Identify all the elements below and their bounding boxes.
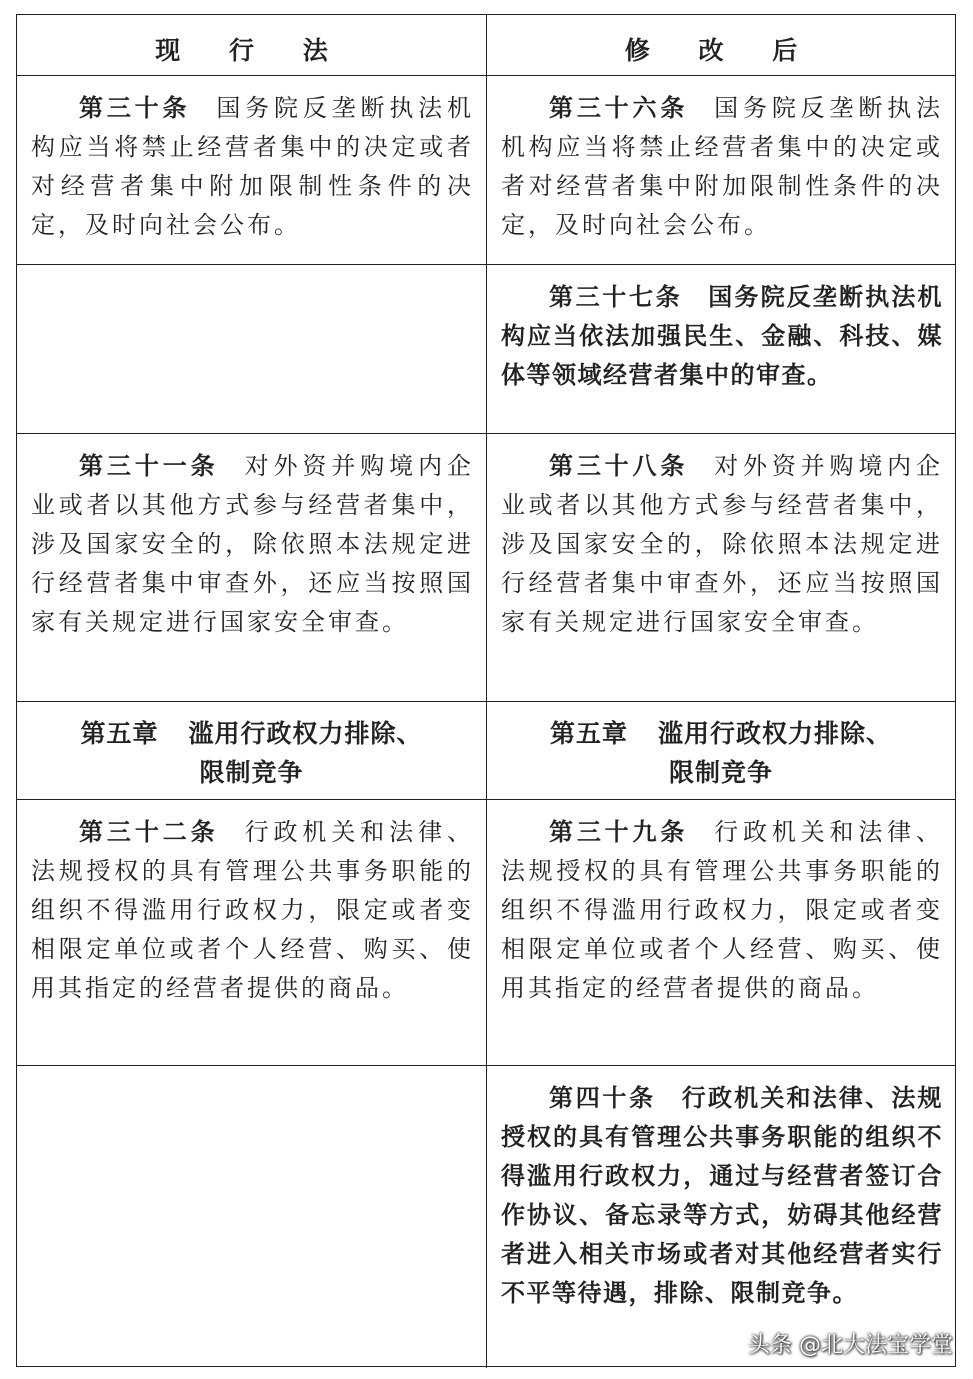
table-row bbox=[17, 434, 955, 702]
article-body: 国务院反垄断执法机构应当将禁止经营者集中的决定或者对经营者集中附加限制性条件的决定，及时向社会公布。 bbox=[31, 94, 475, 239]
amended-law-cell bbox=[487, 800, 955, 1065]
article-paragraph bbox=[31, 88, 474, 245]
chapter-title-line1: 滥用行政权力排除、 bbox=[658, 719, 893, 748]
table-header-row bbox=[17, 15, 955, 76]
article-body: 行政机关和法律、法规授权的具有管理公共事务职能的组织不得滥用行政权力，通过与经营者签订合作协议、备忘录等方式，妨碍其他经营者进入相关市场或者对其他经营者实行不平等待遇，排除、限制竞争。 bbox=[501, 1083, 944, 1307]
article-body: 对外资并购境内企业或者以其他方式参与经营者集中，涉及国家安全的，除依照本法规定进行经营者集中审查外，还应当按照国家有关规定进行国家安全审查。 bbox=[501, 452, 944, 636]
table-row bbox=[17, 1066, 955, 1368]
article-number: 第三十六条 bbox=[549, 93, 689, 122]
chapter-row bbox=[17, 702, 955, 800]
header-current-law-cell bbox=[17, 15, 487, 75]
article-paragraph bbox=[501, 277, 943, 394]
article-number: 第三十二条 bbox=[79, 817, 219, 846]
article-paragraph bbox=[501, 1078, 943, 1312]
article-body: 国务院反垄断执法机构应当将禁止经营者集中的决定或者对经营者集中附加限制性条件的决定，及时向社会公布。 bbox=[501, 94, 944, 239]
article-number: 第四十条 bbox=[549, 1083, 656, 1112]
article-paragraph bbox=[501, 812, 943, 1008]
chapter-number: 第五章 bbox=[549, 719, 628, 748]
article-number: 第三十七条 bbox=[549, 282, 683, 311]
article-body: 对外资并购境内企业或者以其他方式参与经营者集中，涉及国家安全的，除依照本法规定进行经营者集中审查外，还应当按照国家有关规定进行国家安全审查。 bbox=[31, 452, 475, 636]
article-body: 行政机关和法律、法规授权的具有管理公共事务职能的组织不得滥用行政权力，限定或者变相限定单位或者个人经营、购买、使用其指定的经营者提供的商品。 bbox=[501, 818, 944, 1002]
amended-law-cell bbox=[487, 76, 955, 264]
current-law-cell-empty bbox=[17, 265, 487, 433]
article-number: 第三十一条 bbox=[79, 451, 219, 480]
amended-law-chapter-cell bbox=[487, 702, 955, 799]
article-body: 国务院反垄断执法机构应当依法加强民生、金融、科技、媒体等领域经营者集中的审查。 bbox=[501, 282, 944, 389]
header-amended: 修 改 后 bbox=[624, 36, 818, 65]
article-paragraph bbox=[501, 446, 943, 642]
current-law-chapter-cell bbox=[17, 702, 487, 799]
chapter-heading bbox=[17, 714, 486, 792]
chapter-title-line2: 限制竞争 bbox=[199, 758, 304, 787]
table-row bbox=[17, 265, 955, 434]
current-law-cell bbox=[17, 76, 487, 264]
chapter-title-line2: 限制竞争 bbox=[668, 758, 773, 787]
chapter-title-line1: 滥用行政权力排除、 bbox=[188, 719, 423, 748]
article-body: 行政机关和法律、法规授权的具有管理公共事务职能的组织不得滥用行政权力，限定或者变相限定单位或者个人经营、购买、使用其指定的经营者提供的商品。 bbox=[31, 818, 475, 1002]
header-current-law: 现 行 法 bbox=[155, 36, 348, 65]
article-paragraph bbox=[31, 812, 474, 1008]
chapter-heading bbox=[487, 714, 955, 792]
current-law-cell bbox=[17, 434, 487, 701]
amended-law-cell bbox=[487, 265, 955, 433]
article-paragraph bbox=[31, 446, 474, 642]
header-amended-cell bbox=[487, 15, 955, 75]
table-row bbox=[17, 800, 955, 1066]
table-row bbox=[17, 76, 955, 265]
watermark-text: 头条 @北大法宝学堂 bbox=[748, 1333, 953, 1358]
amended-law-cell bbox=[487, 434, 955, 701]
current-law-cell bbox=[17, 800, 487, 1065]
article-paragraph bbox=[501, 88, 943, 245]
current-law-cell-empty bbox=[17, 1066, 487, 1368]
article-number: 第三十九条 bbox=[549, 817, 689, 846]
chapter-number: 第五章 bbox=[80, 719, 159, 748]
article-number: 第三十八条 bbox=[549, 451, 689, 480]
comparison-table bbox=[16, 14, 956, 1367]
article-number: 第三十条 bbox=[79, 93, 191, 122]
amended-law-cell bbox=[487, 1066, 955, 1368]
